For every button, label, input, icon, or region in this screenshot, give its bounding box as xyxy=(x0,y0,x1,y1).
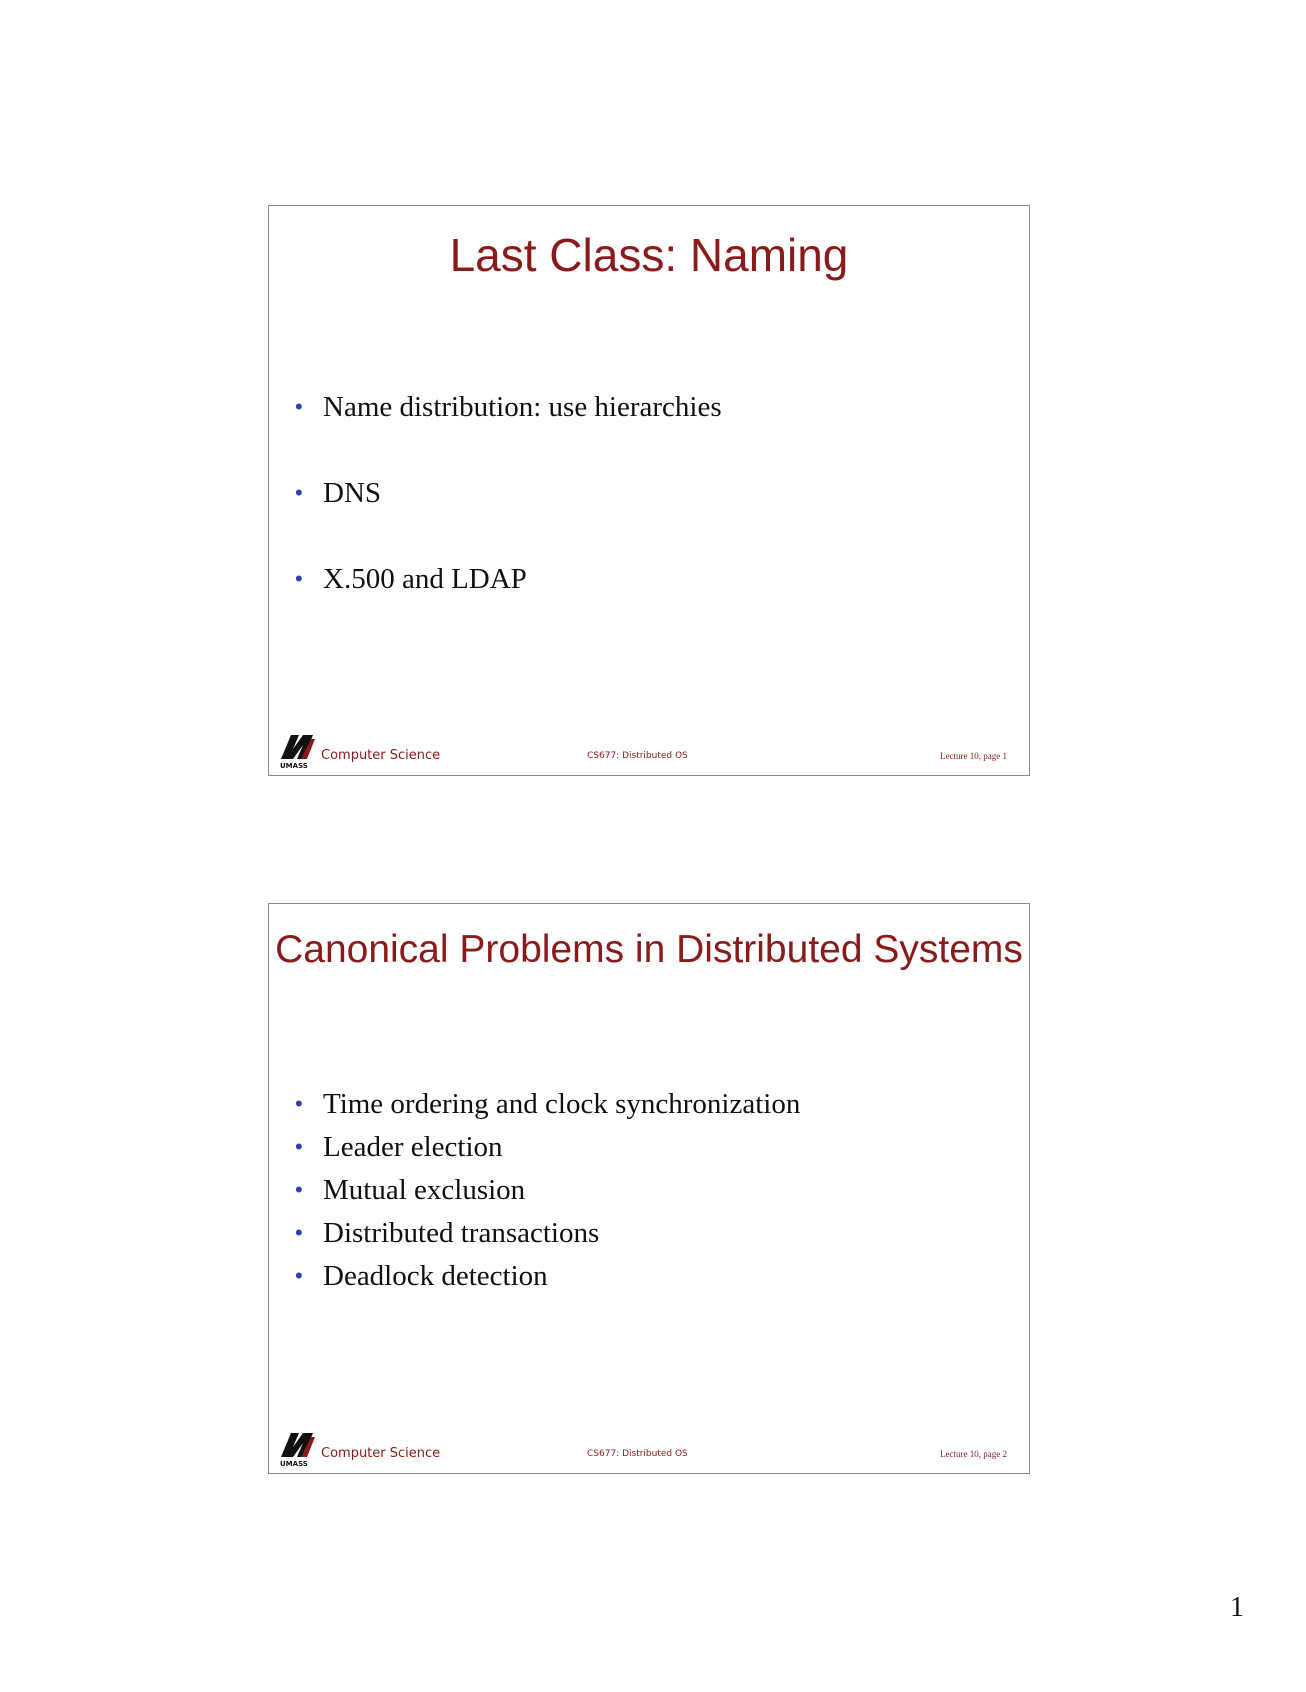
bullet-item: • Leader election xyxy=(295,1127,800,1170)
bullet-item: • Time ordering and clock synchronization xyxy=(295,1084,800,1127)
bullet-item: • Deadlock detection xyxy=(295,1256,800,1299)
bullet-item: • Name distribution: use hierarchies xyxy=(295,387,722,473)
bullet-list xyxy=(295,1084,800,1299)
slide-2 xyxy=(268,903,1030,1474)
slide-footer xyxy=(269,1427,1029,1467)
logo-text: UMASS xyxy=(280,762,308,769)
umass-logo-icon xyxy=(279,731,317,769)
logo-text: UMASS xyxy=(280,1460,308,1467)
bullet-item: • Mutual exclusion xyxy=(295,1170,800,1213)
lecture-page-ref: Lecture 10, page 2 xyxy=(940,1449,1007,1459)
bullet-item: • X.500 and LDAP xyxy=(295,559,722,645)
slide-title: Canonical Problems in Distributed Systems xyxy=(275,928,1023,971)
bullet-icon: • xyxy=(295,1134,303,1159)
bullet-item: • Distributed transactions xyxy=(295,1213,800,1256)
bullet-icon: • xyxy=(295,394,303,419)
bullet-list xyxy=(295,387,722,645)
bullet-icon: • xyxy=(295,1220,303,1245)
slide-1 xyxy=(268,205,1030,776)
umass-logo-icon xyxy=(279,1429,317,1467)
department-label: Computer Science xyxy=(321,1446,441,1461)
page-number: 1 xyxy=(1230,1592,1244,1623)
lecture-page-ref: Lecture 10, page 1 xyxy=(940,751,1007,761)
bullet-icon: • xyxy=(295,566,303,591)
course-label: CS677: Distributed OS xyxy=(587,751,688,761)
bullet-icon: • xyxy=(295,1177,303,1202)
department-label: Computer Science xyxy=(321,748,441,763)
bullet-item: • DNS xyxy=(295,473,722,559)
slide-title: Last Class: Naming xyxy=(449,229,849,281)
bullet-icon: • xyxy=(295,480,303,505)
bullet-icon: • xyxy=(295,1263,303,1288)
bullet-icon: • xyxy=(295,1091,303,1116)
course-label: CS677: Distributed OS xyxy=(587,1449,688,1459)
slide-footer xyxy=(269,729,1029,769)
